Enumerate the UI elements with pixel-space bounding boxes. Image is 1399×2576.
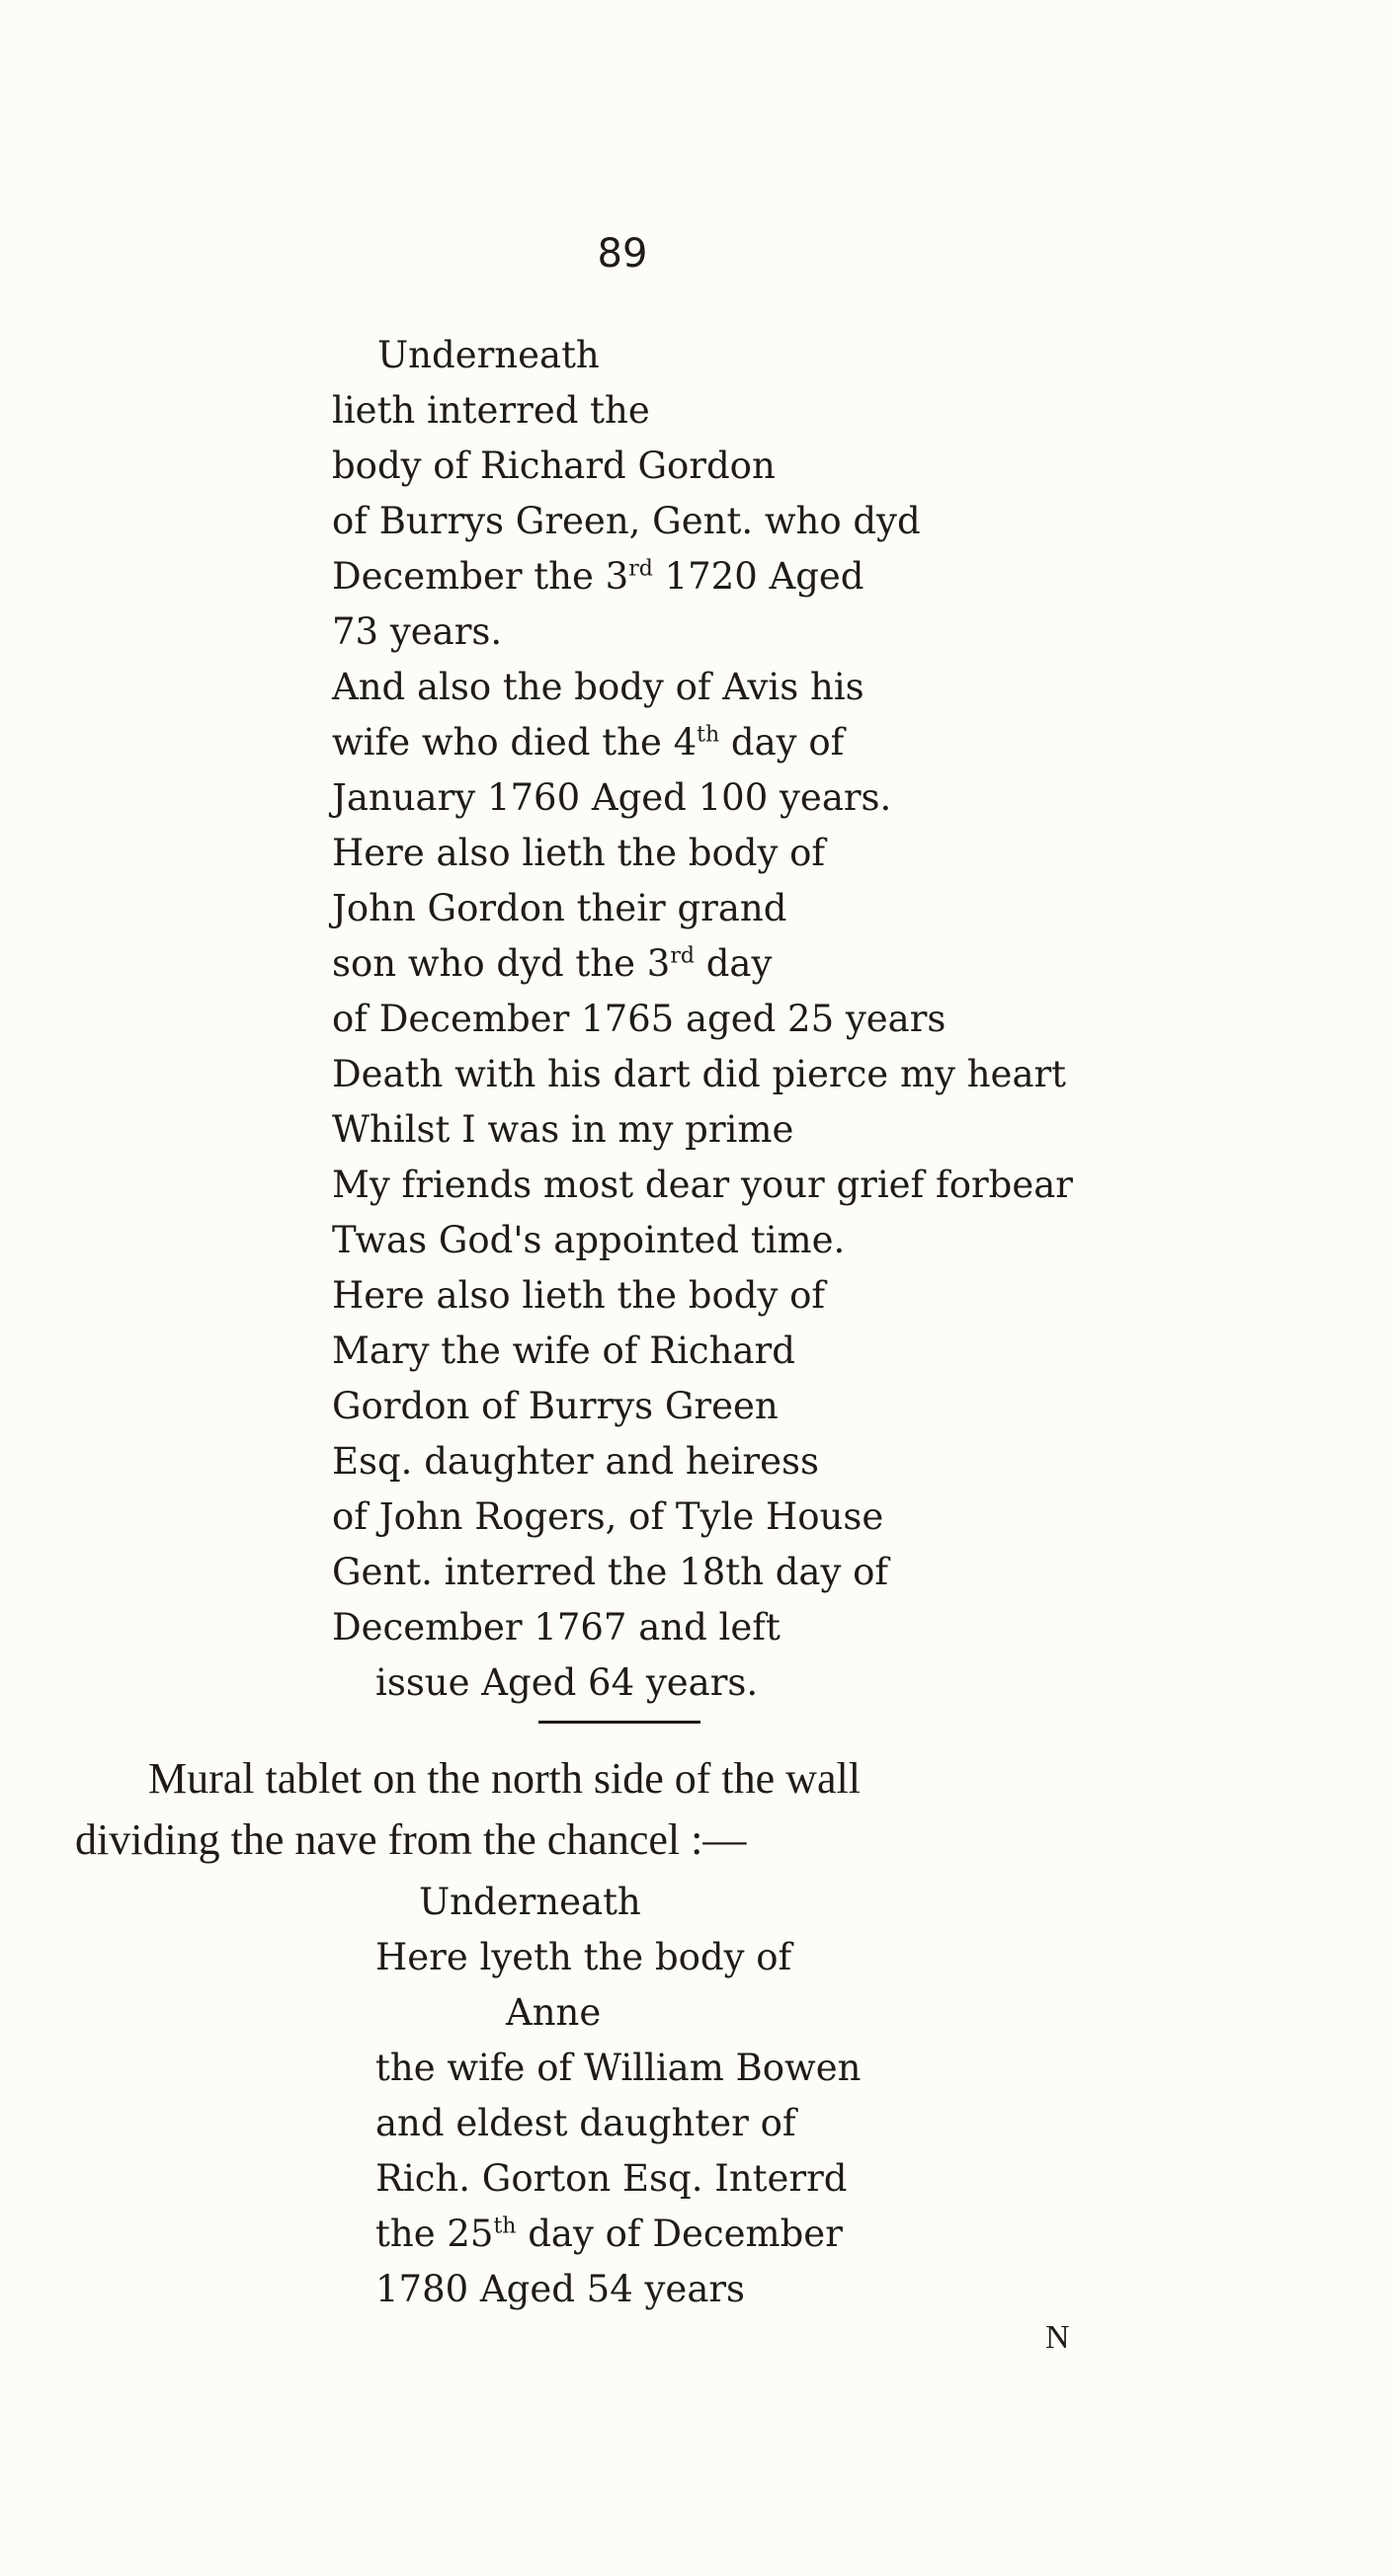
epitaph-line: Death with his dart did pierce my heart <box>332 1053 1067 1095</box>
epitaph-line: January 1760 Aged 100 years. <box>332 776 892 819</box>
section-divider <box>538 1721 700 1724</box>
epitaph-line: of John Rogers, of Tyle House <box>332 1495 884 1538</box>
epitaph-line: son who dyd the 3rd day <box>332 942 773 985</box>
epitaph-line: December 1767 and left <box>332 1606 781 1649</box>
epitaph-line: of Burrys Green, Gent. who dyd <box>332 500 921 542</box>
epitaph-line: wife who died the 4th day of <box>332 721 845 764</box>
epitaph-line: the wife of William Bowen <box>375 2047 862 2089</box>
epitaph-line: My friends most dear your grief forbear <box>332 1164 1073 1206</box>
epitaph-line: 1780 Aged 54 years <box>375 2268 746 2310</box>
epitaph-line: Here lyeth the body of <box>375 1936 792 1978</box>
epitaph-line: Whilst I was in my prime <box>332 1108 794 1151</box>
epitaph-line: and eldest daughter of <box>375 2102 796 2144</box>
epitaph-line: 73 years. <box>332 610 503 653</box>
epitaph-line: Underneath <box>419 1881 641 1923</box>
epitaph-line: Gent. interred the 18th day of <box>332 1551 889 1593</box>
epitaph-line: Here also lieth the body of <box>332 832 826 874</box>
epitaph-line: Anne <box>506 1991 602 2034</box>
epitaph-line: Gordon of Burrys Green <box>332 1385 779 1427</box>
epitaph-line: of December 1765 aged 25 years <box>332 998 946 1040</box>
signature-mark: N <box>1045 2319 1070 2356</box>
epitaph-line: Rich. Gorton Esq. Interrd <box>375 2157 848 2200</box>
page-number: 89 <box>597 231 648 277</box>
epitaph-line: body of Richard Gordon <box>332 444 776 487</box>
heading-line: dividing the nave from the chancel :— <box>75 1815 747 1864</box>
epitaph-line: Esq. daughter and heiress <box>332 1440 819 1483</box>
epitaph-line: lieth interred the <box>332 389 650 432</box>
epitaph-line: Here also lieth the body of <box>332 1274 826 1317</box>
epitaph-line: Mary the wife of Richard <box>332 1329 795 1372</box>
epitaph-line: Twas God's appointed time. <box>332 1219 846 1261</box>
heading-line: Mural tablet on the north side of the wall <box>148 1754 861 1803</box>
epitaph-line: Underneath <box>377 334 600 376</box>
epitaph-line: And also the body of Avis his <box>332 666 864 708</box>
epitaph-line: issue Aged 64 years. <box>375 1661 759 1704</box>
epitaph-line: December the 3rd 1720 Aged <box>332 555 864 598</box>
epitaph-line: the 25th day of December <box>375 2213 843 2255</box>
epitaph-line: John Gordon their grand <box>332 887 787 929</box>
